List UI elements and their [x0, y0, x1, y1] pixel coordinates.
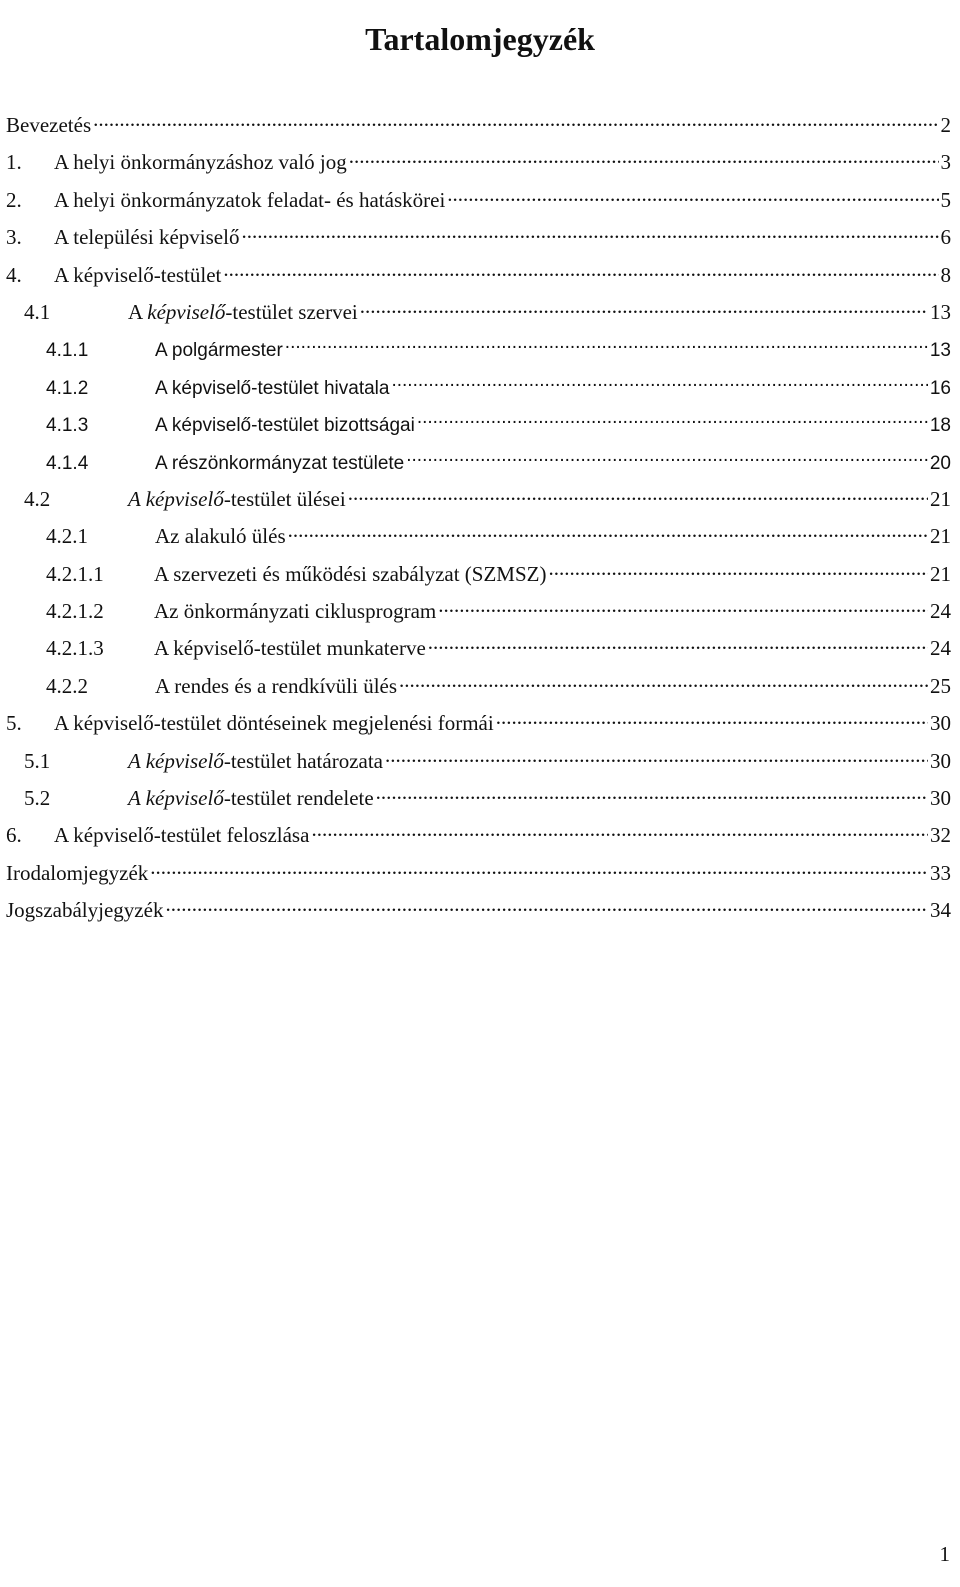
toc-entry-page: 30: [930, 786, 951, 811]
dot-leader: [241, 218, 938, 244]
toc-entry-text: A helyi önkormányzáshoz való jog: [54, 150, 347, 175]
toc-entry-4-1[interactable]: [6, 293, 951, 330]
table-of-contents: [6, 106, 951, 929]
toc-entry-number: 4.1.2: [46, 377, 89, 399]
toc-entry-page: 33: [930, 860, 951, 885]
toc-entry-text: A képviselő-testület határozata: [128, 748, 383, 773]
toc-entry-4-1-2[interactable]: [6, 368, 951, 405]
toc-entry-number: 4.2.1.2: [46, 599, 104, 624]
dot-leader: [93, 106, 938, 132]
toc-entry-1[interactable]: [6, 143, 951, 180]
toc-entry-text: A helyi önkormányzatok feladat- és hatáskörei: [54, 187, 446, 212]
toc-entry-page: 18: [929, 415, 951, 437]
dot-leader: [391, 368, 927, 394]
dot-leader: [288, 517, 928, 543]
toc-entry-5-2[interactable]: [6, 779, 951, 816]
toc-entry-page: 6: [940, 225, 951, 250]
toc-entry-page: 32: [930, 823, 951, 848]
toc-entry-number: 5.1: [24, 748, 51, 773]
toc-entry-5[interactable]: [6, 704, 951, 741]
toc-entry-number: 4.1.3: [46, 415, 89, 437]
toc-entry-text: A képviselő-testület rendelete: [128, 786, 374, 811]
toc-entry-number: 6.: [6, 823, 22, 848]
toc-entry-page: 3: [940, 150, 951, 175]
toc-entry-number: 1.: [6, 150, 22, 175]
dot-leader: [165, 891, 928, 917]
toc-entry-text: Bevezetés: [6, 113, 92, 137]
toc-entry-text: A képviselő-testület ülései: [128, 486, 346, 511]
dot-leader: [223, 256, 938, 282]
dot-leader: [447, 181, 938, 207]
dot-leader: [548, 555, 928, 581]
dot-leader: [385, 742, 928, 768]
dot-leader: [349, 143, 939, 169]
toc-entry-page: 30: [930, 748, 951, 773]
toc-entry-number: 5.: [6, 711, 22, 736]
toc-entry-text: A polgármester: [155, 340, 283, 362]
toc-entry-text: A rendes és a rendkívüli ülés: [155, 673, 398, 698]
toc-entry-4-2-1-2[interactable]: [6, 592, 951, 629]
toc-entry-page: 24: [930, 599, 951, 624]
toc-entry-text: A képviselő-testület bizottságai: [155, 415, 415, 437]
toc-entry-4-2-1[interactable]: [6, 517, 951, 554]
toc-entry-text: Az alakuló ülés: [155, 524, 286, 549]
dot-leader: [311, 816, 928, 842]
toc-entry-number: 5.2: [24, 786, 51, 811]
toc-entry-page: 30: [930, 711, 951, 736]
toc-entry-page: 13: [929, 340, 951, 362]
dot-leader: [417, 405, 928, 431]
toc-entry-page: 8: [940, 262, 951, 287]
toc-entry-4-2-1-3[interactable]: [6, 629, 951, 666]
toc-entry-number: 4.1: [24, 299, 51, 324]
toc-entry-number: 4.2: [24, 486, 51, 511]
toc-entry-jogszabalyjegyzek[interactable]: [6, 891, 951, 928]
toc-entry-4-1-3[interactable]: [6, 405, 951, 442]
toc-entry-page: 2: [940, 113, 951, 137]
dot-leader: [150, 854, 928, 880]
toc-entry-6[interactable]: [6, 816, 951, 853]
toc-entry-text: Jogszabályjegyzék: [6, 898, 164, 923]
dot-leader: [360, 293, 928, 319]
dot-leader: [428, 629, 928, 655]
dot-leader: [496, 704, 928, 730]
toc-entry-page: 5: [940, 187, 951, 212]
toc-entry-text: A képviselő-testület döntéseinek megjelenési formái: [54, 711, 494, 736]
toc-entry-page: 20: [929, 452, 951, 474]
toc-entry-number: 4.: [6, 262, 22, 287]
toc-entry-page: 21: [930, 561, 951, 586]
page-title: Tartalomjegyzék: [365, 21, 595, 58]
dot-leader: [285, 330, 928, 356]
toc-entry-4-1-1[interactable]: [6, 330, 951, 367]
dot-leader: [438, 592, 928, 618]
toc-entry-number: 4.2.1.3: [46, 636, 104, 661]
toc-entry-text: A szervezeti és működési szabályzat (SZMSZ): [154, 561, 547, 586]
dot-leader: [376, 779, 928, 805]
toc-entry-page: 16: [929, 377, 951, 399]
toc-entry-page: 25: [930, 673, 951, 698]
toc-entry-4-2[interactable]: [6, 480, 951, 517]
toc-entry-text: A képviselő-testület feloszlása: [54, 823, 310, 848]
toc-entry-number: 4.2.2: [46, 673, 88, 698]
toc-entry-irodalomjegyzek[interactable]: [6, 854, 951, 891]
toc-entry-text: Az önkormányzati ciklusprogram: [154, 599, 437, 624]
dot-leader: [348, 480, 928, 506]
toc-entry-3[interactable]: [6, 218, 951, 255]
toc-entry-5-1[interactable]: [6, 742, 951, 779]
toc-entry-page: 13: [930, 299, 951, 324]
toc-entry-page: 34: [930, 898, 951, 923]
toc-entry-page: 21: [930, 486, 951, 511]
toc-entry-4-1-4[interactable]: [6, 443, 951, 480]
toc-entry-4-2-1-1[interactable]: [6, 555, 951, 592]
toc-entry-text: Irodalomjegyzék: [6, 860, 149, 885]
toc-entry-number: 4.2.1.1: [46, 561, 104, 586]
toc-entry-2[interactable]: [6, 181, 951, 218]
toc-entry-4-2-2[interactable]: [6, 667, 951, 704]
toc-entry-text: A települési képviselő: [54, 225, 240, 250]
dot-leader: [399, 667, 928, 693]
toc-entry-text: A képviselő-testület munkaterve: [154, 636, 426, 661]
page-number: 1: [939, 1542, 950, 1566]
dot-leader: [406, 443, 928, 469]
toc-entry-page: 24: [930, 636, 951, 661]
toc-entry-text: A képviselő-testület szervei: [128, 299, 358, 324]
toc-entry-number: 2.: [6, 187, 22, 212]
toc-entry-page: 21: [930, 524, 951, 549]
toc-entry-number: 4.2.1: [46, 524, 88, 549]
toc-entry-4[interactable]: [6, 256, 951, 293]
toc-entry-number: 4.1.1: [46, 340, 89, 362]
toc-entry-bevezetes[interactable]: [6, 106, 951, 143]
toc-entry-text: A részönkormányzat testülete: [155, 452, 405, 474]
toc-entry-number: 3.: [6, 225, 22, 250]
toc-entry-number: 4.1.4: [46, 452, 89, 474]
toc-entry-text: A képviselő-testület: [54, 262, 222, 287]
toc-entry-text: A képviselő-testület hivatala: [155, 377, 390, 399]
